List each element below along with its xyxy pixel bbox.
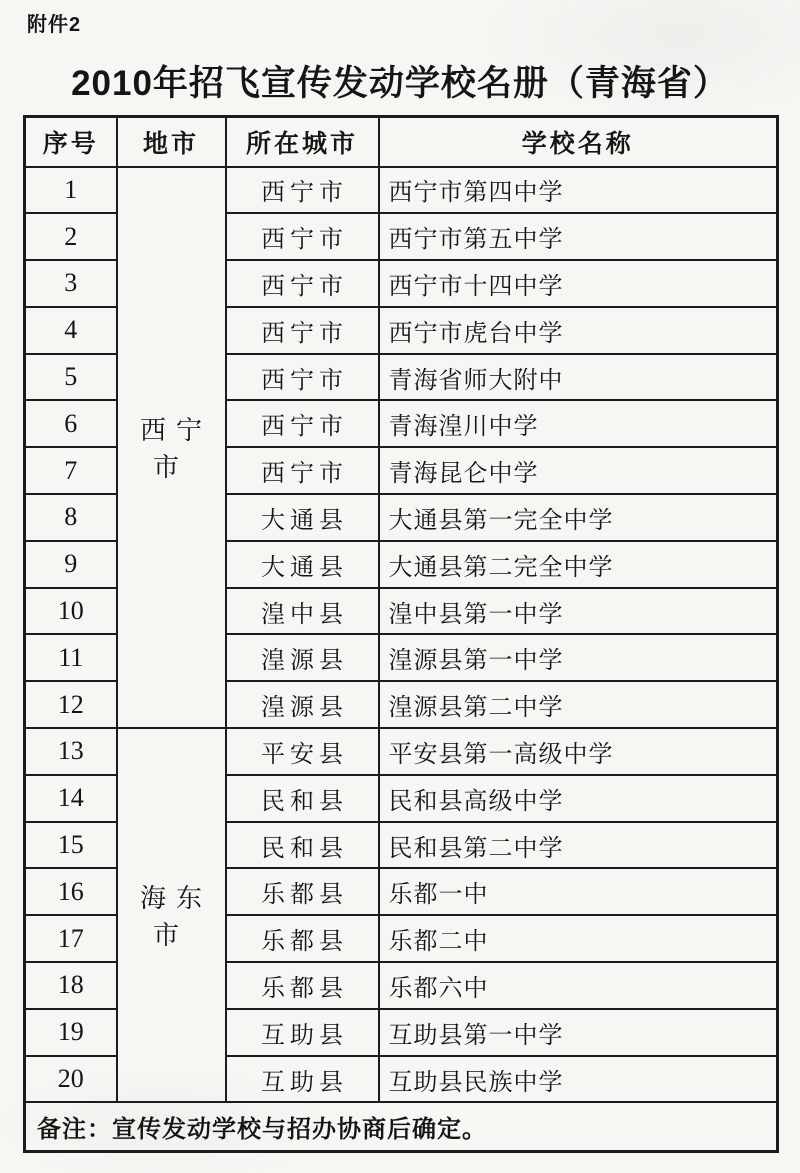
school-name-cell: 西宁市第五中学 bbox=[379, 213, 778, 260]
county-cell: 西宁市 bbox=[226, 307, 379, 354]
county-cell: 乐都县 bbox=[226, 868, 379, 915]
school-name-cell: 互助县第一中学 bbox=[379, 1009, 778, 1056]
seq-cell: 4 bbox=[25, 307, 117, 354]
county-cell: 大通县 bbox=[226, 541, 379, 588]
seq-cell: 13 bbox=[25, 728, 117, 775]
seq-cell: 3 bbox=[25, 260, 117, 307]
county-cell: 西宁市 bbox=[226, 447, 379, 494]
school-name-cell: 乐都二中 bbox=[379, 915, 778, 962]
seq-cell: 10 bbox=[25, 588, 117, 635]
county-cell: 乐都县 bbox=[226, 915, 379, 962]
county-cell: 西宁市 bbox=[226, 213, 379, 260]
prefecture-merged-cell: 海东市 bbox=[117, 728, 226, 1102]
county-cell: 互助县 bbox=[226, 1056, 379, 1103]
column-header-3: 所在城市 bbox=[226, 117, 379, 167]
school-name-cell: 湟源县第二中学 bbox=[379, 681, 778, 728]
school-name-cell: 乐都一中 bbox=[379, 868, 778, 915]
county-cell: 平安县 bbox=[226, 728, 379, 775]
school-roster-table bbox=[23, 115, 779, 1153]
school-name-cell: 西宁市虎台中学 bbox=[379, 307, 778, 354]
school-name-cell: 民和县高级中学 bbox=[379, 775, 778, 822]
school-name-cell: 西宁市十四中学 bbox=[379, 260, 778, 307]
column-header-1: 序号 bbox=[25, 117, 117, 167]
school-name-cell: 青海省师大附中 bbox=[379, 354, 778, 401]
seq-cell: 7 bbox=[25, 447, 117, 494]
note-row bbox=[25, 1102, 778, 1151]
county-cell: 西宁市 bbox=[226, 260, 379, 307]
county-cell: 互助县 bbox=[226, 1009, 379, 1056]
seq-cell: 5 bbox=[25, 354, 117, 401]
seq-cell: 17 bbox=[25, 915, 117, 962]
seq-cell: 8 bbox=[25, 494, 117, 541]
county-cell: 民和县 bbox=[226, 822, 379, 869]
seq-cell: 18 bbox=[25, 962, 117, 1009]
school-name-cell: 青海昆仑中学 bbox=[379, 447, 778, 494]
school-name-cell: 平安县第一高级中学 bbox=[379, 728, 778, 775]
school-name-cell: 大通县第二完全中学 bbox=[379, 541, 778, 588]
county-cell: 乐都县 bbox=[226, 962, 379, 1009]
school-name-cell: 湟源县第一中学 bbox=[379, 634, 778, 681]
county-cell: 大通县 bbox=[226, 494, 379, 541]
school-name-cell: 青海湟川中学 bbox=[379, 400, 778, 447]
note-cell: 备注：宣传发动学校与招办协商后确定。 bbox=[25, 1102, 778, 1151]
county-cell: 湟源县 bbox=[226, 681, 379, 728]
county-cell: 西宁市 bbox=[226, 354, 379, 401]
column-header-2: 地市 bbox=[117, 117, 226, 167]
seq-cell: 14 bbox=[25, 775, 117, 822]
seq-cell: 12 bbox=[25, 681, 117, 728]
school-name-cell: 西宁市第四中学 bbox=[379, 167, 778, 214]
school-name-cell: 大通县第一完全中学 bbox=[379, 494, 778, 541]
prefecture-merged-cell: 西宁市 bbox=[117, 167, 226, 729]
page-title: 2010年招飞宣传发动学校名册（青海省） bbox=[71, 64, 729, 103]
county-cell: 西宁市 bbox=[226, 167, 379, 214]
seq-cell: 11 bbox=[25, 634, 117, 681]
table-header-row bbox=[25, 117, 778, 167]
seq-cell: 19 bbox=[25, 1009, 117, 1056]
table-header bbox=[25, 117, 778, 167]
school-name-cell: 乐都六中 bbox=[379, 962, 778, 1009]
county-cell: 湟中县 bbox=[226, 588, 379, 635]
attachment-label: 附件2 bbox=[27, 14, 82, 36]
county-cell: 民和县 bbox=[226, 775, 379, 822]
column-header-4: 学校名称 bbox=[379, 117, 778, 167]
seq-cell: 1 bbox=[25, 167, 117, 214]
seq-cell: 15 bbox=[25, 822, 117, 869]
table-row bbox=[25, 728, 778, 775]
seq-cell: 6 bbox=[25, 400, 117, 447]
table-row bbox=[25, 167, 778, 214]
seq-cell: 20 bbox=[25, 1056, 117, 1103]
school-name-cell: 湟中县第一中学 bbox=[379, 588, 778, 635]
seq-cell: 16 bbox=[25, 868, 117, 915]
county-cell: 湟源县 bbox=[226, 634, 379, 681]
school-name-cell: 互助县民族中学 bbox=[379, 1056, 778, 1103]
school-name-cell: 民和县第二中学 bbox=[379, 822, 778, 869]
seq-cell: 9 bbox=[25, 541, 117, 588]
seq-cell: 2 bbox=[25, 213, 117, 260]
county-cell: 西宁市 bbox=[226, 400, 379, 447]
